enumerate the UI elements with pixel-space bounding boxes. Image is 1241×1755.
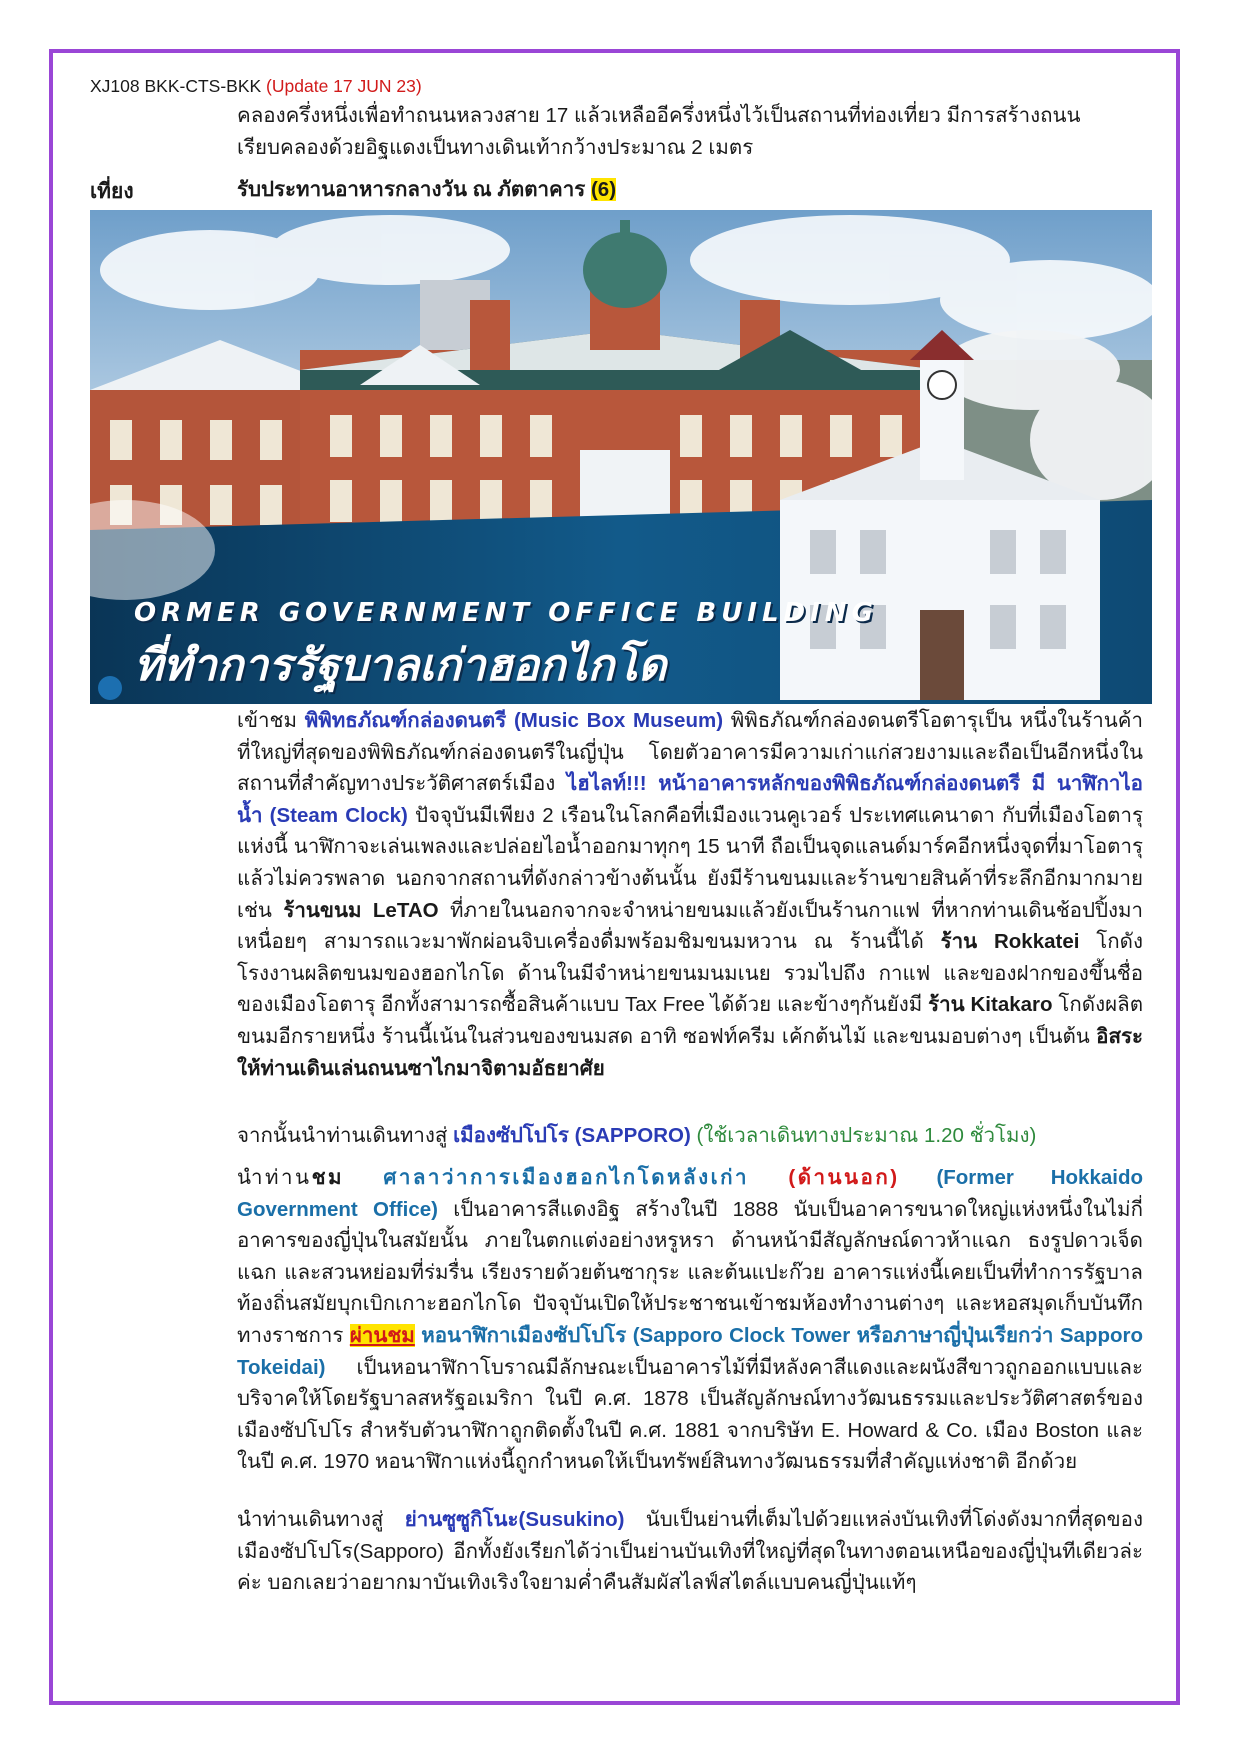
steam-clock-highlight: ไฮไลท์!!! หน้าอาคารหลักของพิพิธภัณฑ์กล่องดนตรี มี นาฬิกาไอน้ำ (Steam Clock) xyxy=(237,772,1143,827)
meal-line xyxy=(237,174,1143,206)
p4-text-1: นำท่านเดินทางสู่ xyxy=(237,1508,405,1531)
banner-title-english: ORMER GOVERNMENT OFFICE BUILDING xyxy=(134,598,878,628)
p1-text-1: เข้าชม xyxy=(237,709,305,732)
p3-visit: ชม xyxy=(311,1166,345,1189)
letao-shop: ร้านขนม LeTAO xyxy=(283,898,439,922)
p3-text-1: นำท่าน xyxy=(237,1166,312,1189)
former-hokkaido-government-office: (Former Hokkaido Government Office) xyxy=(237,1166,1143,1221)
p3-text-9: เป็นหอนาฬิกาโบราณมีลักษณะเป็นอาคารไม้ที่มีหลังคาสีแดงและผนังสีขาวถูกออกแบบและบริจาคให้โดยรัฐบาลสหรัฐอเมริกา ในปี ค.ศ. 1878 เป็นสัญลักษณ์ทางวัฒนธรรมและประวัติศาสตร์ของเมืองซัปโปโร สำหรับตัวนาฬิกาถูกติดตั้งในปี ค.ศ. 1881 จากบริษัท E. Howard & Co. เมือง Boston และในปี ค.ศ. 1970 หอนาฬิกาแห่งนี้ถูกกำหนดให้เป็นทรัพย์สินทางวัฒนธรรมที่สำคัญแห่งชาติ อีกด้วย xyxy=(237,1355,1143,1474)
travel-duration: (ใช้เวลาเดินทางประมาณ 1.20 ชั่วโมง) xyxy=(690,1124,1037,1147)
music-box-museum-name: พิพิทธภัณฑ์กล่องดนตรี (Music Box Museum) xyxy=(304,709,724,732)
sapporo-clock-tower: หอนาฬิกาเมืองซัปโปโร (Sapporo Clock Tower หรือภาษาญี่ปุ่นเรียกว่า Sapporo Tokeidai) xyxy=(237,1323,1143,1379)
p1-text-9: โกดัง โรงงานผลิตขนมของฮอกไกโด ด้านในมีจำหน่ายขนมนมเนย รวมไปถึง กาแฟ และของฝากของขึ้นชื่อของเมืองโอตารุ อีกทั้งสามารถซื้อสินค้าแบบ Tax Free ได้ด้วย และข้างๆกันยังมี xyxy=(237,930,1143,1017)
intro-line-2: เรียบคลองด้วยอิฐแดงเป็นทางเดินเท้ากว้างประมาณ 2 เมตร xyxy=(237,135,754,159)
meal-text: รับประทานอาหารกลางวัน ณ ภัตตาคาร xyxy=(237,178,586,201)
p2-text-1: จากนั้นนำท่านเดินทางสู่ xyxy=(237,1124,454,1147)
update-date: (Update 17 JUN 23) xyxy=(266,76,422,96)
p1-text-5: ปัจจุบันมีเพียง 2 เรือนในโลกคือที่เมืองแวนคูเวอร์ ประเทศแคนาดา กับที่เมืองโอตารุแห่งนี้ นาฬิกาจะเล่นเพลงและปล่อยไอน้ำออกมาทุกๆ 15 นาที ถือเป็นจุดแลนด์มาร์คอีกหนึ่งจุดที่มาโอตารุแล้วไม่ควรพลาด นอกจากสถานที่ดังกล่าวข้างต้นนั้น ยังมีร้านขนมและร้านขายสินค้าที่ระลึกอีกมากมาย เช่น xyxy=(237,803,1143,922)
outside-only-note: (ด้านนอก) xyxy=(788,1166,900,1189)
rokkatei-shop: ร้าน Rokkatei xyxy=(940,930,1080,954)
hokkaido-government-banner xyxy=(90,210,1152,704)
p4-text-3: นับเป็นย่านที่เต็มไปด้วยแหล่งบันเทิงที่โด่งดังมากที่สุดของเมืองซัปโปโร(Sapporo) อีกทั้งยังเรียกได้ว่าเป็นย่านบันเทิงที่ใหญ่ที่สุดในทางตอนเหนือของญี่ปุ่นทีเดียวล่ะค่ะ บอกเลยว่าอยากมาบันเทิงเริงใจยามค่ำคืนสัมผัสไลฟ์สไตล์แบบคนญี่ปุ่นแท้ๆ xyxy=(237,1508,1143,1595)
kitakaro-shop: ร้าน Kitakaro xyxy=(928,993,1053,1017)
susukino-paragraph xyxy=(237,1504,1143,1599)
banner-title-thai: ที่ทำการรัฐบาลเก่าฮอกไกโด xyxy=(134,640,667,691)
meal-label: เที่ยง xyxy=(90,180,134,203)
susukino-district: ย่านซูซูกิโนะ(Susukino) xyxy=(404,1508,625,1531)
p1-text-7: ที่ภายในนอกจากจะจำหน่ายขนมแล้วยังเป็นร้านกาแฟ ที่หากท่านเดินช้อปปิ้งมาเหนื่อยๆ สามารถแวะมาพักผ่อนจิบเครื่องดื่มพร้อมชิมขนมหวาน ณ ร้านนี้ได้ xyxy=(237,898,1143,954)
tour-code-header xyxy=(90,76,422,97)
intro-line-1: คลองครึ่งหนึ่งเพื่อทำถนนหลวงสาย 17 แล้วเหลืออีครึ่งหนึ่งไว้เป็นสถานที่ท่องเที่ยว มีการสร้างถนน xyxy=(237,104,1081,127)
tour-code: XJ108 BKK-CTS-BKK xyxy=(90,76,262,96)
old-government-office: ศาลาว่าการเมืองฮอกไกโดหลังเก่า xyxy=(344,1166,789,1189)
sapporo-city: เมืองซัปโปโร (SAPPORO) xyxy=(453,1124,691,1147)
government-office-paragraph xyxy=(237,1162,1143,1478)
meal-number: (6) xyxy=(590,178,617,201)
p1-text-3: พิพิธภัณฑ์กล่องดนตรีโอตารุเป็น หนึ่งในร้านค้าที่ใหญ่ที่สุดของพิพิธภัณฑ์กล่องดนตรีในญี่ปุ่น โดยตัวอาคารมีความเก่าแก่สวยงามและถือเป็นอีกหนึ่งในสถานที่สำคัญทางประวัติศาสตร์เมือง xyxy=(237,709,1144,796)
p1-text-11: โกดังผลิตขนมอีกรายหนึ่ง ร้านนี้เน้นในส่วนของขนมสด อาทิ ซอฟท์ครีม เค้กต้นไม้ และขนมอบต่างๆ เป็นต้น xyxy=(237,993,1144,1048)
music-box-paragraph xyxy=(237,705,1143,1084)
sapporo-travel-line xyxy=(237,1120,1143,1152)
intro-paragraph xyxy=(237,100,1143,163)
free-time-sakaimachi: อิสระให้ท่านเดินเล่นถนนซาไกมาจิตามอัธยาศัย xyxy=(237,1024,1143,1080)
pass-by-label: ผ่านชม xyxy=(349,1323,415,1347)
p3-text-6: เป็นอาคารสีแดงอิฐ สร้างในปี 1888 นับเป็นอาคารขนาดใหญ่แห่งหนึ่งในไม่กี่อาคารของญี่ปุ่นในสมัยนั้น ภายในตกแต่งอย่างหรูหรา ด้านหน้ามีสัญลักษณ์ดาวห้าแฉก ธงรูปดาวเจ็ดแฉก และสวนหย่อมที่ร่มรื่น เรียงรายด้วยต้นซากุระ และต้นแปะก๊วย อาคารแห่งนี้เคยเป็นที่ทำการรัฐบาลท้องถิ่นสมัยบุกเบิกเกาะฮอกไกโด ปัจจุบันเปิดให้ประชาชนเข้าชมห้องทำงานต่างๆ และหอสมุดเก็บบันทึกทางราชการ xyxy=(237,1197,1143,1347)
